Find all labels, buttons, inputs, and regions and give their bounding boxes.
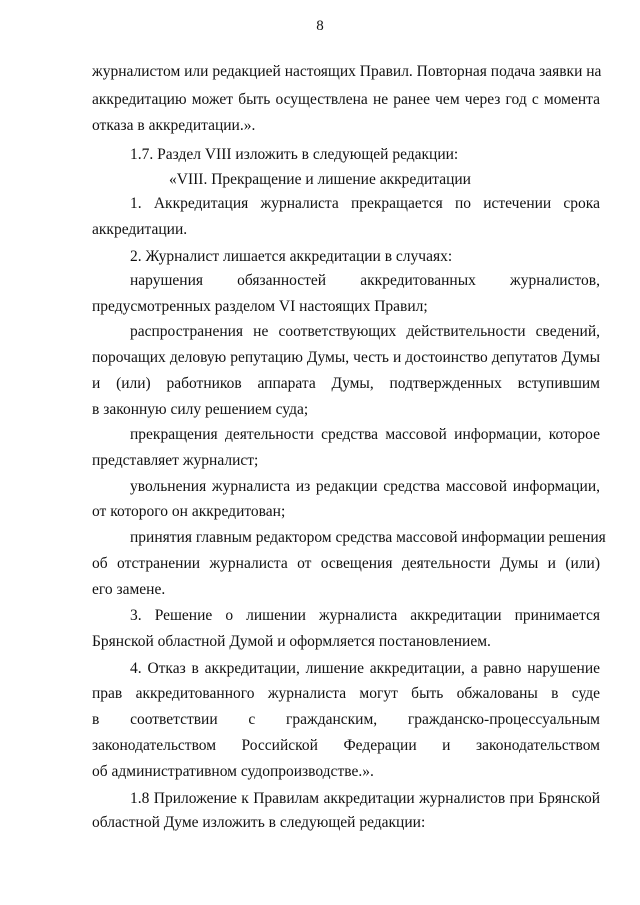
text-line: 3. Решение о лишении журналиста аккредитации принимается: [130, 607, 600, 624]
text-line: представляет журналист;: [92, 452, 259, 469]
text-line: аккредитацию может быть осуществлена не ранее чем через год с момента: [92, 91, 600, 108]
text-line: областной Думе изложить в следующей редакции:: [92, 814, 426, 831]
text-line: журналистом или редакцией настоящих Правил. Повторная подача заявки на: [92, 63, 602, 80]
text-line: предусмотренных разделом VI настоящих Правил;: [92, 298, 428, 315]
page-number: 8: [316, 18, 324, 34]
text-line: отказа в аккредитации.».: [92, 117, 256, 134]
text-line: распространения не соответствующих действительности сведений,: [130, 323, 600, 340]
text-line: аккредитации.: [92, 221, 188, 238]
text-line: 4. Отказ в аккредитации, лишение аккредитации, а равно нарушение: [130, 660, 600, 677]
text-line: 1.7. Раздел VIII изложить в следующей редакции:: [130, 146, 459, 163]
text-line: 1. Аккредитация журналиста прекращается по истечении срока: [130, 195, 600, 212]
text-line: принятия главным редактором средства массовой информации решения: [130, 529, 606, 546]
text-line: в соответствии с гражданским, гражданско-процессуальным: [92, 711, 600, 728]
text-line: порочащих деловую репутацию Думы, честь и достоинство депутатов Думы: [92, 349, 600, 366]
text-line: Брянской областной Думой и оформляется постановлением.: [92, 633, 491, 650]
text-line: в законную силу решением суда;: [92, 401, 309, 418]
text-line: 1.8 Приложение к Правилам аккредитации журналистов при Брянской: [130, 790, 600, 807]
text-line: об административном судопроизводстве.».: [92, 763, 374, 780]
section-heading: «VIII. Прекращение и лишение аккредитации: [169, 171, 471, 188]
text-line: от которого он аккредитован;: [92, 503, 286, 520]
text-line: увольнения журналиста из редакции средства массовой информации,: [130, 478, 600, 495]
text-line: и (или) работников аппарата Думы, подтвержденных вступившим: [92, 375, 600, 392]
text-line: нарушения обязанностей аккредитованных журналистов,: [130, 272, 600, 289]
text-line: его замене.: [92, 581, 166, 598]
text-line: прекращения деятельности средства массовой информации, которое: [130, 426, 600, 443]
text-line: прав аккредитованного журналиста могут быть обжалованы в суде: [92, 685, 600, 702]
text-line: 2. Журналист лишается аккредитации в случаях:: [130, 248, 453, 265]
text-line: законодательством Российской Федерации и законодательством: [92, 737, 600, 754]
text-line: об отстранении журналиста от освещения деятельности Думы и (или): [92, 555, 600, 572]
